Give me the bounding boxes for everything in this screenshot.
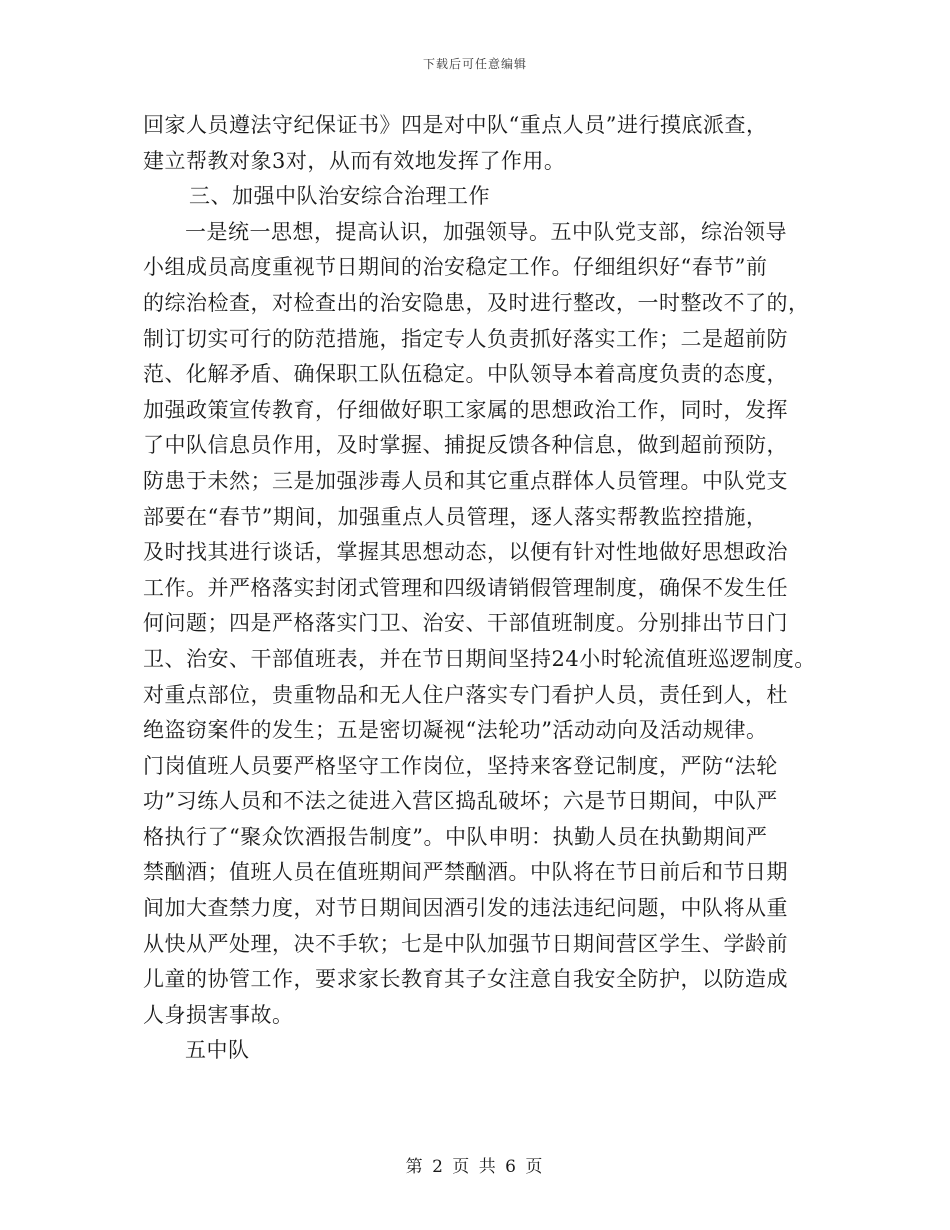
body-line: 禁酗酒；值班人员在值班期间严禁酗酒。中队将在节日前后和节日期 bbox=[143, 860, 788, 885]
signature-line: 五中队 bbox=[185, 1038, 250, 1063]
body-line: 范、化解矛盾、确保职工队伍稳定。中队领导本着高度负责的态度， bbox=[143, 362, 788, 387]
body-line: 门岗值班人员要严格坚守工作岗位，坚持来客登记制度，严防“法轮 bbox=[143, 753, 778, 778]
body-line: 卫、治安、干部值班表，并在节日期间坚持24小时轮流值班巡逻制度。 bbox=[143, 646, 816, 671]
section-heading: 三、加强中队治安综合治理工作 bbox=[189, 184, 490, 209]
body-line: 工作。并严格落实封闭式管理和四级请销假管理制度，确保不发生任 bbox=[143, 575, 788, 600]
body-line: 回家人员遵法守纪保证书》四是对中队“重点人员”进行摸底派查， bbox=[143, 113, 768, 137]
body-line: 儿童的协管工作，要求家长教育其子女注意自我安全防护，以防造成 bbox=[143, 967, 788, 992]
body-line: 格执行了“聚众饮酒报告制度”。中队申明：执勤人员在执勤期间严 bbox=[143, 824, 768, 849]
body-line: 绝盗窃案件的发生；五是密切凝视“法轮功”活动动向及活动规律。 bbox=[143, 718, 768, 743]
body-line: 制订切实可行的防范措施，指定专人负责抓好落实工作；二是超前防 bbox=[143, 326, 788, 351]
body-line: 及时找其进行谈话，掌握其思想动态，以便有针对性地做好思想政治 bbox=[143, 540, 788, 565]
document-body bbox=[143, 108, 815, 1069]
body-line: 建立帮教对象3对，从而有效地发挥了作用。 bbox=[143, 148, 566, 173]
body-line: 加强政策宣传教育，仔细做好职工家属的思想政治工作，同时，发挥 bbox=[143, 397, 788, 422]
body-line: 部要在“春节”期间，加强重点人员管理，逐人落实帮教监控措施， bbox=[143, 504, 768, 529]
body-line: 人身损害事故。 bbox=[143, 1002, 294, 1027]
body-line: 防患于未然；三是加强涉毒人员和其它重点群体人员管理。中队党支 bbox=[143, 468, 788, 493]
body-line: 对重点部位，贵重物品和无人住户落实专门看护人员，责任到人，杜 bbox=[143, 682, 788, 707]
body-line: 小组成员高度重视节日期间的治安稳定工作。仔细组织好“春节”前 bbox=[143, 255, 768, 280]
page-number: 第 2 页 共 6 页 bbox=[405, 1157, 545, 1177]
body-line: 间加大查禁力度，对节日期间因酒引发的违法违纪问题，中队将从重 bbox=[143, 896, 788, 921]
body-line: 何问题；四是严格落实门卫、治安、干部值班制度。分别排出节日门 bbox=[143, 611, 788, 636]
page-header-note: 下载后可任意编辑 bbox=[422, 57, 527, 71]
body-line: 的综治检查，对检查出的治安隐患，及时进行整改，一时整改不了的， bbox=[143, 290, 810, 315]
body-line: 了中队信息员作用，及时掌握、捕捉反馈各种信息，做到超前预防， bbox=[143, 433, 788, 458]
body-line: 从快从严处理，决不手软；七是中队加强节日期间营区学生、学龄前 bbox=[143, 931, 788, 956]
paragraph-first-line: 一是统一思想，提高认识，加强领导。五中队党支部，综治领导 bbox=[185, 219, 787, 244]
body-line: 功”习练人员和不法之徒进入营区捣乱破坏；六是节日期间，中队严 bbox=[143, 789, 778, 814]
